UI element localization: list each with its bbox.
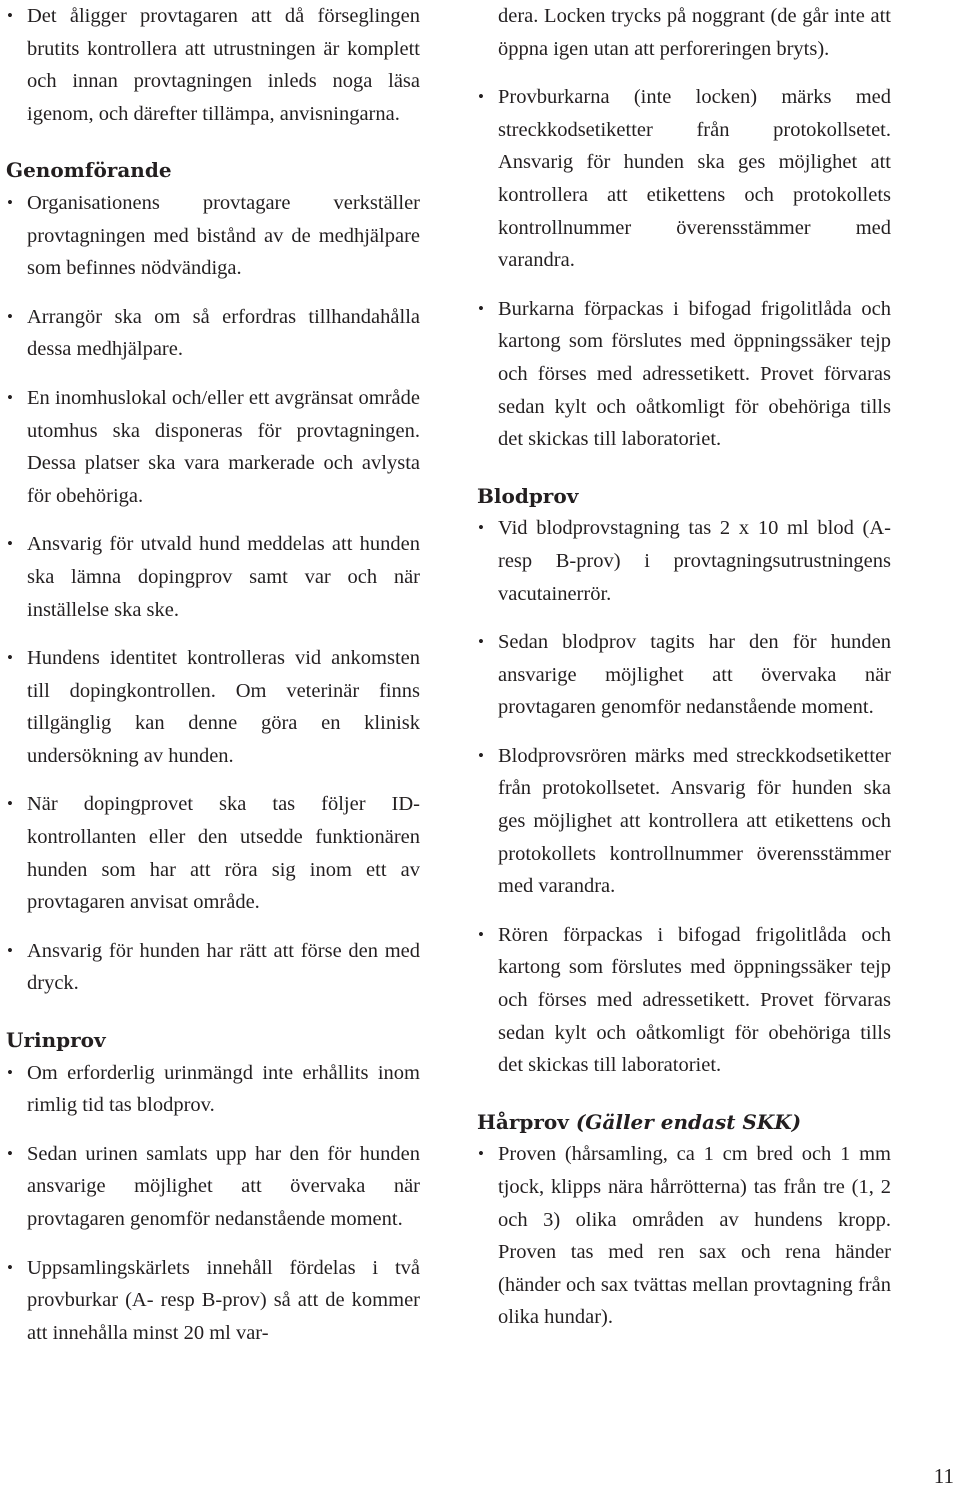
list-item-text: Om erforderlig urinmängd inte erhållits inom rimlig tid tas blodprov. [27, 1061, 420, 1117]
bullet-icon: • [478, 1144, 484, 1164]
bullet-icon: • [7, 534, 13, 554]
bullet-icon: • [7, 1143, 13, 1163]
list-item-text: Rören förpackas i bifogad frigolitlåda och kartong som förslutes med öppningssäker tejp och förses med adressetikett. Provet förvaras sedan kylt och oåtkomligt för obehöriga tills det skickas till laboratoriet. [498, 923, 891, 1077]
list-item-text: Sedan blodprov tagits har den för hunden ansvarige möjlighet att övervaka när provtagaren genomför nedanstående moment. [498, 631, 891, 719]
list-item-text: Vid blodprovstagning tas 2 x 10 ml blod (A- resp B-prov) i provtagningsutrustningens vacutainerrör. [498, 517, 891, 605]
list-item [6, 1057, 420, 1122]
list-item-continuation [477, 0, 891, 65]
heading-sub: (Gäller endast SKK) [575, 1109, 802, 1134]
left-column [6, 0, 420, 1349]
list-item [6, 382, 420, 512]
urinprov-continued-list [477, 0, 891, 456]
bullet-icon: • [7, 1062, 13, 1082]
list-item [6, 528, 420, 626]
list-item [6, 0, 420, 130]
section-heading-blodprov: Blodprov [477, 483, 579, 508]
bullet-icon: • [478, 298, 484, 318]
bullet-icon: • [7, 1257, 13, 1277]
list-item [477, 512, 891, 610]
list-item [6, 935, 420, 1000]
list-item-text: Blodprovsrören märks med streckkodsetiketter från protokollsetet. Ansvarig för hunden ska ges möjlighet att kontrollera att etikettens och protokollets kontrollnummer överensstämmer med varandra. [498, 744, 891, 898]
bullet-icon: • [478, 924, 484, 944]
blodprov-list [477, 512, 891, 1082]
list-item [477, 81, 891, 277]
list-item-text: En inomhuslokal och/eller ett avgränsat område utomhus ska disponeras för provtagningen. Dessa platser ska vara markerade och avlysta för obehöriga. [27, 386, 420, 507]
bullet-icon: • [478, 632, 484, 652]
genomforande-list [6, 187, 420, 1000]
section-heading-urinprov: Urinprov [6, 1028, 106, 1053]
list-item-text: dera. Locken trycks på noggrant (de går inte att öppna igen utan att perforeringen bryts). [498, 5, 891, 60]
section-heading-genomforande: Genomförande [6, 158, 172, 183]
list-item [477, 919, 891, 1082]
heading-main: Hårprov [477, 1109, 569, 1134]
section-heading-harprov [477, 1106, 891, 1139]
list-item [6, 301, 420, 366]
bullet-icon: • [478, 518, 484, 538]
list-item-text: Ansvarig för utvald hund meddelas att hunden ska lämna dopingprov samt var och när inställelse ska ske. [27, 533, 420, 621]
bullet-icon: • [7, 306, 13, 326]
bullet-icon: • [478, 87, 484, 107]
list-item [477, 626, 891, 724]
page-number: 11 [933, 1464, 954, 1488]
list-item [6, 788, 420, 918]
list-item [477, 293, 891, 456]
right-column [477, 0, 891, 1334]
intro-list [6, 0, 420, 130]
list-item-text: Sedan urinen samlats upp har den för hunden ansvarige möjlighet att övervaka när provtagaren genomför nedanstående moment. [27, 1142, 420, 1230]
list-item-text: Provburkarna (inte locken) märks med streckkodsetiketter från protokollsetet. Ansvarig för hunden ska ges möjlighet att kontrollera att etikettens och protokollets kontrollnummer överensstämmer med varandra. [498, 86, 891, 272]
list-item-text: Uppsamlingskärlets innehåll fördelas i två provburkar (A- resp B-prov) så att de kommer att innehålla minst 20 ml var- [27, 1256, 420, 1344]
list-item [477, 1138, 891, 1334]
list-item [6, 1252, 420, 1350]
list-item-text: Burkarna förpackas i bifogad frigolitlåda och kartong som förslutes med öppningssäker tejp och förses med adressetikett. Provet förvaras sedan kylt och oåtkomligt för obehöriga tills det skickas till laboratoriet. [498, 297, 891, 451]
list-item-text: Det åligger provtagaren att då förseglingen brutits kontrollera att utrustningen är komplett och innan provtagningen inleds noga läsa igenom, och därefter tillämpa, anvisningarna. [27, 5, 420, 125]
bullet-icon: • [478, 745, 484, 765]
bullet-icon: • [7, 6, 13, 25]
list-item [477, 740, 891, 903]
urinprov-list [6, 1057, 420, 1350]
bullet-icon: • [7, 794, 13, 814]
bullet-icon: • [7, 192, 13, 212]
list-item-text: När dopingprovet ska tas följer ID-kontrollanten eller den utsedde funktionären hunden som har att röra sig inom ett av provtagaren anvisat område. [27, 793, 420, 914]
bullet-icon: • [7, 387, 13, 407]
list-item-text: Proven (hårsamling, ca 1 cm bred och 1 mm tjock, klipps nära hårrötterna) tas från tre (1, 2 och 3) olika områden av hundens kropp. Proven tas med ren sax och rena händer (händer och sax tvättas mellan provtagning från olika hundar). [498, 1143, 891, 1329]
list-item [6, 187, 420, 285]
list-item [6, 1138, 420, 1236]
list-item [6, 642, 420, 772]
bullet-icon: • [7, 648, 13, 668]
list-item-text: Ansvarig för hunden har rätt att förse den med dryck. [27, 939, 420, 995]
list-item-text: Organisationens provtagare verkställer provtagningen med bistånd av de medhjälpare som befinnes nödvändiga. [27, 191, 420, 280]
list-item-text: Arrangör ska om så erfordras tillhandahålla dessa medhjälpare. [27, 305, 420, 361]
list-item-text: Hundens identitet kontrolleras vid ankomsten till dopingkontrollen. Om veterinär finns tillgänglig kan denne göra en klinisk undersökning av hunden. [27, 647, 420, 767]
harprov-list [477, 1138, 891, 1334]
bullet-icon: • [7, 940, 13, 960]
